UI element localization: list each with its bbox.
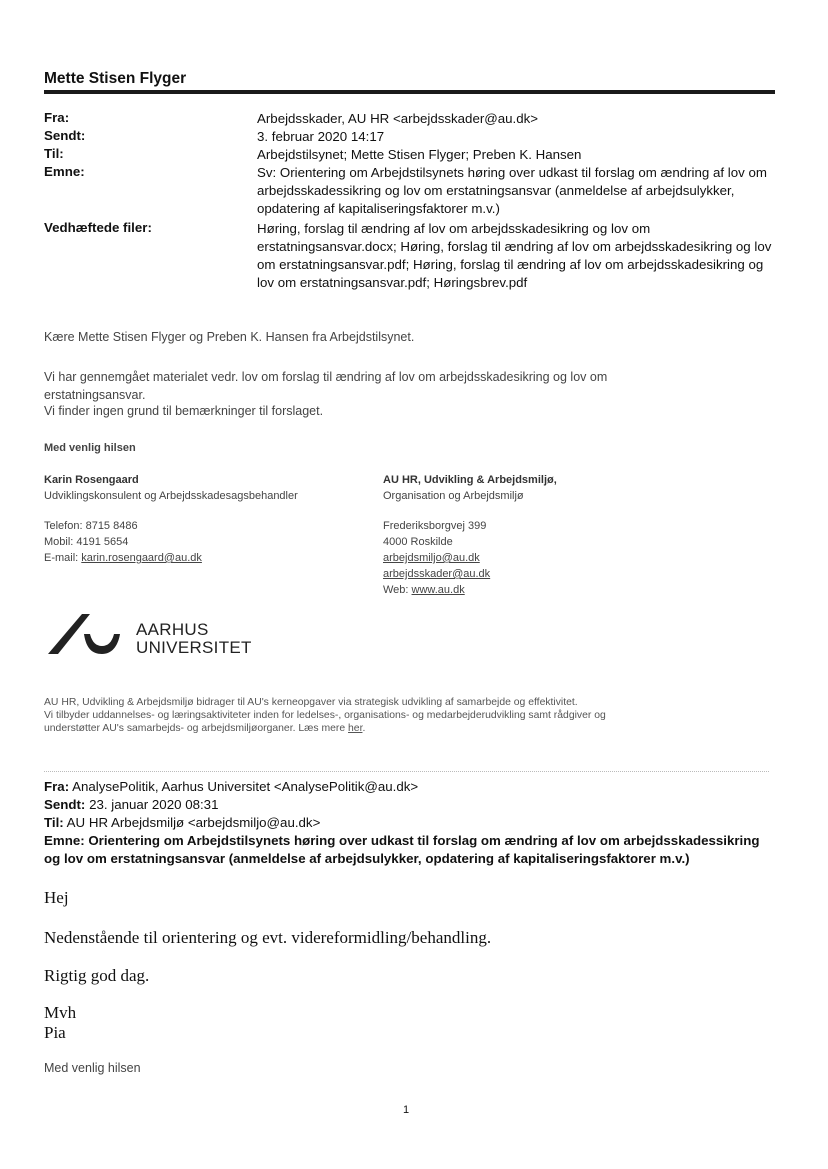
fwd-subject-value: Orientering om Arbejdstilsynets høring over udkast til forslag om ændring af lov om arbejdsskadessikring og lov om erstatningsansvar (anmeldelse af arbejdsulykker, opdatering af kapitaliseringsfaktorer m.v.): [44, 833, 760, 866]
phone: Telefon: 8715 8486: [44, 520, 138, 532]
fwd-body-line-2: Rigtig god dag.: [44, 966, 150, 985]
disclaimer-end: .: [362, 723, 366, 734]
from-label: Fra:: [44, 110, 70, 125]
au-logo-mark-icon: [44, 612, 124, 660]
forwarded-header: [44, 778, 774, 868]
fwd-from-value: AnalysePolitik, Aarhus Universitet <AnalysePolitik@au.dk>: [72, 779, 419, 794]
disclaimer: [44, 696, 774, 735]
signer-email-link[interactable]: karin.rosengaard@au.dk: [81, 552, 202, 564]
body-paragraph-1: Vi har gennemgået materialet vedr. lov om forslag til ændring af lov om arbejdsskadesikring og lov om erstatningsansvar.: [44, 370, 608, 402]
closing: Med venlig hilsen: [44, 442, 136, 454]
email-label: E-mail:: [44, 552, 82, 564]
city: 4000 Roskilde: [383, 536, 453, 548]
fwd-hej: Hej: [44, 888, 69, 907]
page-number: 1: [403, 1104, 410, 1116]
signer-title: Udviklingskonsulent og Arbejdsskadesagsbehandler: [44, 490, 298, 502]
attachments-value[interactable]: Høring, forslag til ændring af lov om arbejdsskadesikring og lov om erstatningsansvar.docx; Høring, forslag til ændring af lov om arbejdsskadesikring og lov om erstatningsansvar.pdf; Høring, forslag til ændring af lov om arbejdsskadesikring og lov om erstatningsansvar.pdf; Høringsbrev.pdf: [257, 221, 772, 290]
logo-text-universitet: UNIVERSITET: [136, 638, 252, 657]
from-value: Arbejdsskader, AU HR <arbejdsskader@au.dk>: [257, 111, 539, 126]
disclaimer-line-3: understøtter AU's samarbejds- og arbejdsmiljøorganer. Læs mere: [44, 723, 349, 734]
attachments-label: Vedhæftede filer:: [44, 220, 152, 235]
mailbox-owner: Mette Stisen Flyger: [44, 70, 187, 87]
signer-name: Karin Rosengaard: [44, 474, 139, 486]
web-label: Web:: [383, 584, 412, 596]
arbejdsskader-email-link[interactable]: arbejdsskader@au.dk: [383, 568, 491, 580]
fwd-body-line-1: Nedenstående til orientering og evt. videreformidling/behandling.: [44, 928, 492, 947]
fwd-sent-value: 23. januar 2020 08:31: [89, 797, 219, 812]
mobile: Mobil: 4191 5654: [44, 536, 129, 548]
org-sub: Organisation og Arbejdsmiljø: [383, 490, 524, 502]
message-separator: [44, 771, 769, 772]
fwd-signer: Pia: [44, 1023, 66, 1042]
subject-label: Emne:: [44, 164, 85, 179]
fwd-to-label: Til:: [44, 815, 64, 830]
to-value: Arbejdstilsynet; Mette Stisen Flyger; Preben K. Hansen: [257, 147, 582, 162]
logo-text-aarhus: AARHUS: [136, 620, 209, 639]
fwd-sent-label: Sendt:: [44, 797, 86, 812]
street: Frederiksborgvej 399: [383, 520, 487, 532]
fwd-subject-label: Emne:: [44, 833, 85, 848]
read-more-link[interactable]: her: [348, 723, 363, 734]
fwd-to-value: AU HR Arbejdsmiljø <arbejdsmiljo@au.dk>: [66, 815, 321, 830]
signature-left: [44, 472, 298, 566]
fwd-closing: Med venlig hilsen: [44, 1061, 141, 1075]
sent-label: Sendt:: [44, 128, 86, 143]
greeting: Kære Mette Stisen Flyger og Preben K. Hansen fra Arbejdstilsynet.: [44, 330, 415, 344]
disclaimer-line-1: AU HR, Udvikling & Arbejdsmiljø bidrager til AU's kerneopgaver via strategisk udvikling af samarbejde og effektivitet.: [44, 697, 578, 708]
disclaimer-line-2: Vi tilbyder uddannelses- og læringsaktiviteter inden for ledelses-, organisations- og medarbejderudvikling samt rådgiver og: [44, 710, 606, 721]
sent-value: 3. februar 2020 14:17: [257, 129, 385, 144]
aarhus-university-logo: [44, 612, 264, 660]
fwd-mvh: Mvh: [44, 1003, 77, 1022]
to-label: Til:: [44, 146, 64, 161]
fwd-from-label: Fra:: [44, 779, 70, 794]
body-paragraph-2: Vi finder ingen grund til bemærkninger til forslaget.: [44, 404, 324, 418]
web-link[interactable]: www.au.dk: [411, 584, 465, 596]
arbejdsmiljo-email-link[interactable]: arbejdsmiljo@au.dk: [383, 552, 480, 564]
signature-right: [383, 472, 557, 598]
org-name: AU HR, Udvikling & Arbejdsmiljø,: [383, 474, 557, 486]
header-rule: [44, 90, 775, 94]
subject-value: Sv: Orientering om Arbejdstilsynets høring over udkast til forslag om ændring af lov om arbejdsskadessikring og lov om erstatningsansvar (anmeldelse af arbejdsulykker, opdatering af kapitaliseringsfaktorer m.v.): [257, 165, 767, 216]
